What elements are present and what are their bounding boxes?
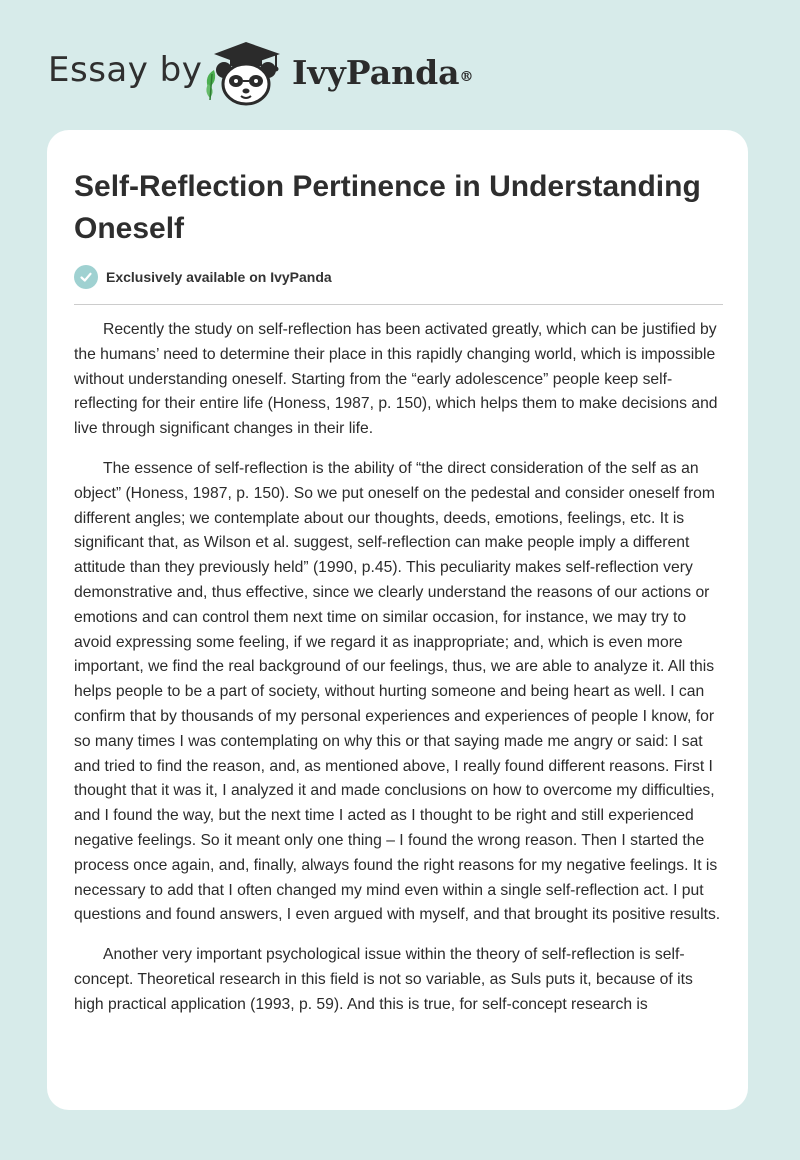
essay-card [47, 130, 748, 1110]
paragraph: Another very important psychological issue within the theory of self-reflection is self-concept. Theoretical research in this field is not so variable, as Suls puts it, because of its high practical application (1993, p. 59). And this is true, for self-concept research is [74, 946, 693, 1013]
panda-graduate-logo-icon[interactable] [200, 36, 290, 108]
badge-label: Exclusively available on IvyPanda [106, 269, 332, 285]
page-title: Self-Reflection Pertinence in Understanding Oneself [74, 170, 701, 245]
brand-name[interactable] [292, 54, 474, 92]
brand-prefix: Essay by [48, 50, 203, 90]
brand-name-text: IvyPanda [292, 53, 460, 92]
check-circle-icon [74, 265, 98, 289]
exclusive-badge [74, 264, 332, 290]
essay-body [74, 318, 726, 1033]
divider [74, 304, 723, 305]
site-header [0, 0, 800, 130]
paragraph: The essence of self-reflection is the ability of “the direct consideration of the self as an object” (Honess, 1987, p. 150). So we put oneself on the pedestal and consider oneself from different angles; we contemplate about our thoughts, deeds, emotions, feelings, etc. It is significant that, as Wilson et al. suggest, self-reflection can make people imply a different attitude than they previously held” (1990, p.45). This peculiarity makes self-reflection very demonstrative and, thus effective, since we clearly understand the reasons of our actions or emotions and can control them next time on similar occasion, for instance, we may try to avoid expressing some feeling, if we regard it as inappropriate; and, which is even more important, we find the real background of our feelings, thus, we are able to analyze it. All this helps people to be a part of society, without hurting someone and being heart as well. I can confirm that by thousands of my personal experiences and experiences of people I know, for so many times I was contemplating on why this or that saying made me angry or said: I sat and tried to find the reason, and, as mentioned above, I really found different reasons. First I thought that it was it, I analyzed it and made conclusions on how to overcome my difficulties, and I found the way, but the next time I acted as I thought to be right and still experienced negative feelings. So it meant only one thing – I found the wrong reason. Then I started the process once again, and, finally, always found the right reasons for my negative feelings. It is necessary to add that I often changed my mind even within a single self-reflection act. I put questions and found answers, I even argued with myself, and that brought its positive results. [74, 459, 721, 924]
paragraph: Recently the study on self-reflection has been activated greatly, which can be justified by the humans’ need to determine their place in this rapidly changing world, which is impossible without understanding oneself. Starting from the “early adolescence” people keep self-reflecting for their entire life (Honess, 1987, p. 150), which helps them to make decisions and live through significant changes in their life. [74, 321, 718, 438]
registered-mark: ® [459, 69, 474, 85]
